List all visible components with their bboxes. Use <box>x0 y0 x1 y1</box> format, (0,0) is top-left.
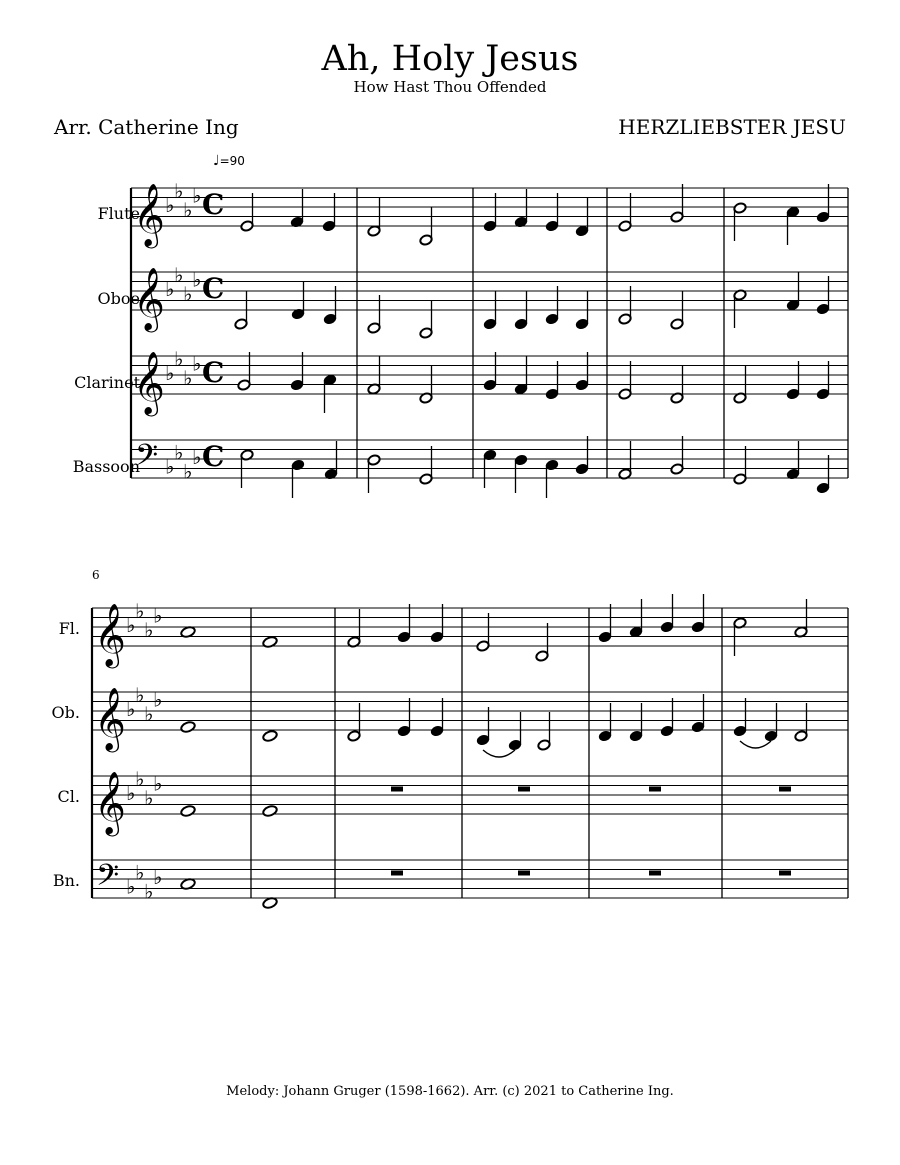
instrument-label-cl: Cl. <box>57 787 80 806</box>
quarter-note <box>598 730 612 742</box>
instrument-label-flute: Flute <box>97 204 140 223</box>
quarter-note <box>816 388 830 400</box>
time-signature-common: C <box>202 188 225 221</box>
flat-icon: ♭ <box>153 687 163 712</box>
whole-rest <box>518 871 530 876</box>
quarter-note <box>545 388 559 400</box>
quarter-note <box>598 631 612 643</box>
quarter-note <box>514 318 528 330</box>
flat-icon: ♭ <box>183 281 193 306</box>
flat-icon: ♭ <box>165 454 175 479</box>
half-note <box>237 379 251 391</box>
flat-icon: ♭ <box>174 262 184 287</box>
slur <box>740 741 771 748</box>
half-note <box>240 220 254 232</box>
instrument-label-fl: Fl. <box>58 619 80 638</box>
quarter-note <box>786 388 800 400</box>
flat-icon: ♭ <box>192 183 202 208</box>
treble-clef-icon: 𝄞 <box>133 351 165 414</box>
half-note <box>234 318 248 330</box>
time-signature-common: C <box>202 356 225 389</box>
half-note <box>535 650 549 662</box>
quarter-note <box>816 303 830 315</box>
quarter-note <box>816 211 830 223</box>
quarter-note <box>545 220 559 232</box>
instrument-label-oboe: Oboe <box>97 289 140 308</box>
half-note <box>618 220 632 232</box>
half-note <box>367 454 381 466</box>
treble-clef-icon: 𝄞 <box>94 603 126 666</box>
measure-number: 6 <box>92 568 100 582</box>
flat-icon: ♭ <box>135 766 145 791</box>
half-note <box>367 225 381 237</box>
quarter-note <box>545 459 559 471</box>
quarter-note <box>816 482 830 494</box>
flat-icon: ♭ <box>153 771 163 796</box>
whole-rest <box>518 787 530 792</box>
whole-rest <box>391 787 403 792</box>
quarter-note <box>575 225 589 237</box>
quarter-note <box>322 220 336 232</box>
flat-icon: ♭ <box>135 860 145 885</box>
half-note <box>618 388 632 400</box>
whole-note <box>262 730 278 743</box>
flat-icon: ♭ <box>192 445 202 469</box>
score-subtitle: How Hast Thou Offended <box>353 78 547 96</box>
quarter-note <box>397 631 411 643</box>
instrument-label-ob: Ob. <box>51 703 80 722</box>
flat-icon: ♭ <box>126 697 136 721</box>
half-note <box>537 739 551 751</box>
quarter-note <box>397 725 411 737</box>
flat-icon: ♭ <box>126 781 136 805</box>
whole-rest <box>779 871 791 876</box>
bass-clef-icon: 𝄢 <box>96 859 120 900</box>
quarter-note <box>733 725 747 737</box>
slur <box>483 750 515 757</box>
flat-icon: ♭ <box>144 701 154 726</box>
whole-note <box>180 805 196 818</box>
treble-clef-icon: 𝄞 <box>94 687 126 750</box>
half-note <box>670 318 684 330</box>
quarter-note <box>514 454 528 466</box>
flat-icon: ♭ <box>174 346 184 371</box>
flat-icon: ♭ <box>192 267 202 292</box>
quarter-note <box>691 721 705 733</box>
quarter-note <box>476 734 490 746</box>
flat-icon: ♭ <box>174 440 184 465</box>
quarter-note <box>545 313 559 325</box>
quarter-note <box>430 631 444 643</box>
half-note <box>794 730 808 742</box>
half-note <box>733 202 747 214</box>
half-note <box>419 473 433 485</box>
half-note <box>670 211 684 223</box>
tune-name: HERZLIEBSTER JESU <box>618 115 846 139</box>
treble-clef-icon: 𝄞 <box>94 771 126 834</box>
flat-icon: ♭ <box>144 785 154 810</box>
quarter-note <box>483 220 497 232</box>
flat-icon: ♭ <box>135 682 145 707</box>
flat-icon: ♭ <box>165 193 175 217</box>
whole-note <box>180 721 196 734</box>
flat-icon: ♭ <box>183 197 193 222</box>
whole-rest <box>649 787 661 792</box>
whole-note <box>262 636 278 649</box>
quarter-note <box>483 318 497 330</box>
quarter-note <box>575 379 589 391</box>
quarter-note <box>764 730 778 742</box>
flat-icon: ♭ <box>183 365 193 390</box>
quarter-note <box>660 725 674 737</box>
instrument-label-bn: Bn. <box>52 871 80 890</box>
half-note <box>618 313 632 325</box>
flat-icon: ♭ <box>165 361 175 385</box>
quarter-note <box>290 379 304 391</box>
time-signature-common: C <box>202 272 225 305</box>
tempo-value: =90 <box>219 154 245 168</box>
whole-rest <box>391 871 403 876</box>
score-title: Ah, Holy Jesus <box>321 39 579 79</box>
quarter-note <box>483 379 497 391</box>
flat-icon: ♭ <box>192 351 202 376</box>
half-note <box>419 234 433 246</box>
arranger-credit: Arr. Catherine Ing <box>54 115 239 139</box>
quarter-note-icon: ♩ <box>213 153 220 169</box>
instrument-label-bassoon: Bassoon <box>72 457 140 476</box>
quarter-note <box>323 313 337 325</box>
treble-clef-icon: 𝄞 <box>133 267 165 330</box>
flat-icon: ♭ <box>126 613 136 637</box>
bass-clef-icon: 𝄢 <box>135 439 159 480</box>
flat-icon: ♭ <box>153 865 163 889</box>
quarter-note <box>629 730 643 742</box>
quarter-note <box>691 621 705 633</box>
quarter-note <box>508 739 522 751</box>
flat-icon: ♭ <box>174 178 184 203</box>
time-signature-common: C <box>202 440 225 473</box>
whole-note <box>262 805 278 818</box>
quarter-note <box>575 318 589 330</box>
quarter-note <box>291 459 305 471</box>
flat-icon: ♭ <box>153 603 163 628</box>
footer-credit: Melody: Johann Gruger (1598-1662). Arr. (c) 2021 to Catherine Ing. <box>226 1084 674 1099</box>
quarter-note <box>660 621 674 633</box>
whole-rest <box>779 787 791 792</box>
quarter-note <box>575 463 589 475</box>
treble-clef-icon: 𝄞 <box>133 183 165 246</box>
flat-icon: ♭ <box>144 879 154 904</box>
quarter-note <box>430 725 444 737</box>
half-note <box>367 322 381 334</box>
half-note <box>476 640 490 652</box>
flat-icon: ♭ <box>165 277 175 301</box>
instrument-label-clarinet: Clarinet <box>74 373 140 392</box>
half-note <box>419 327 433 339</box>
half-note <box>670 463 684 475</box>
flat-icon: ♭ <box>135 598 145 623</box>
half-note <box>347 730 361 742</box>
flat-icon: ♭ <box>144 617 154 642</box>
half-note <box>733 473 747 485</box>
flat-icon: ♭ <box>126 874 136 899</box>
flat-icon: ♭ <box>183 459 193 484</box>
whole-rest <box>649 871 661 876</box>
